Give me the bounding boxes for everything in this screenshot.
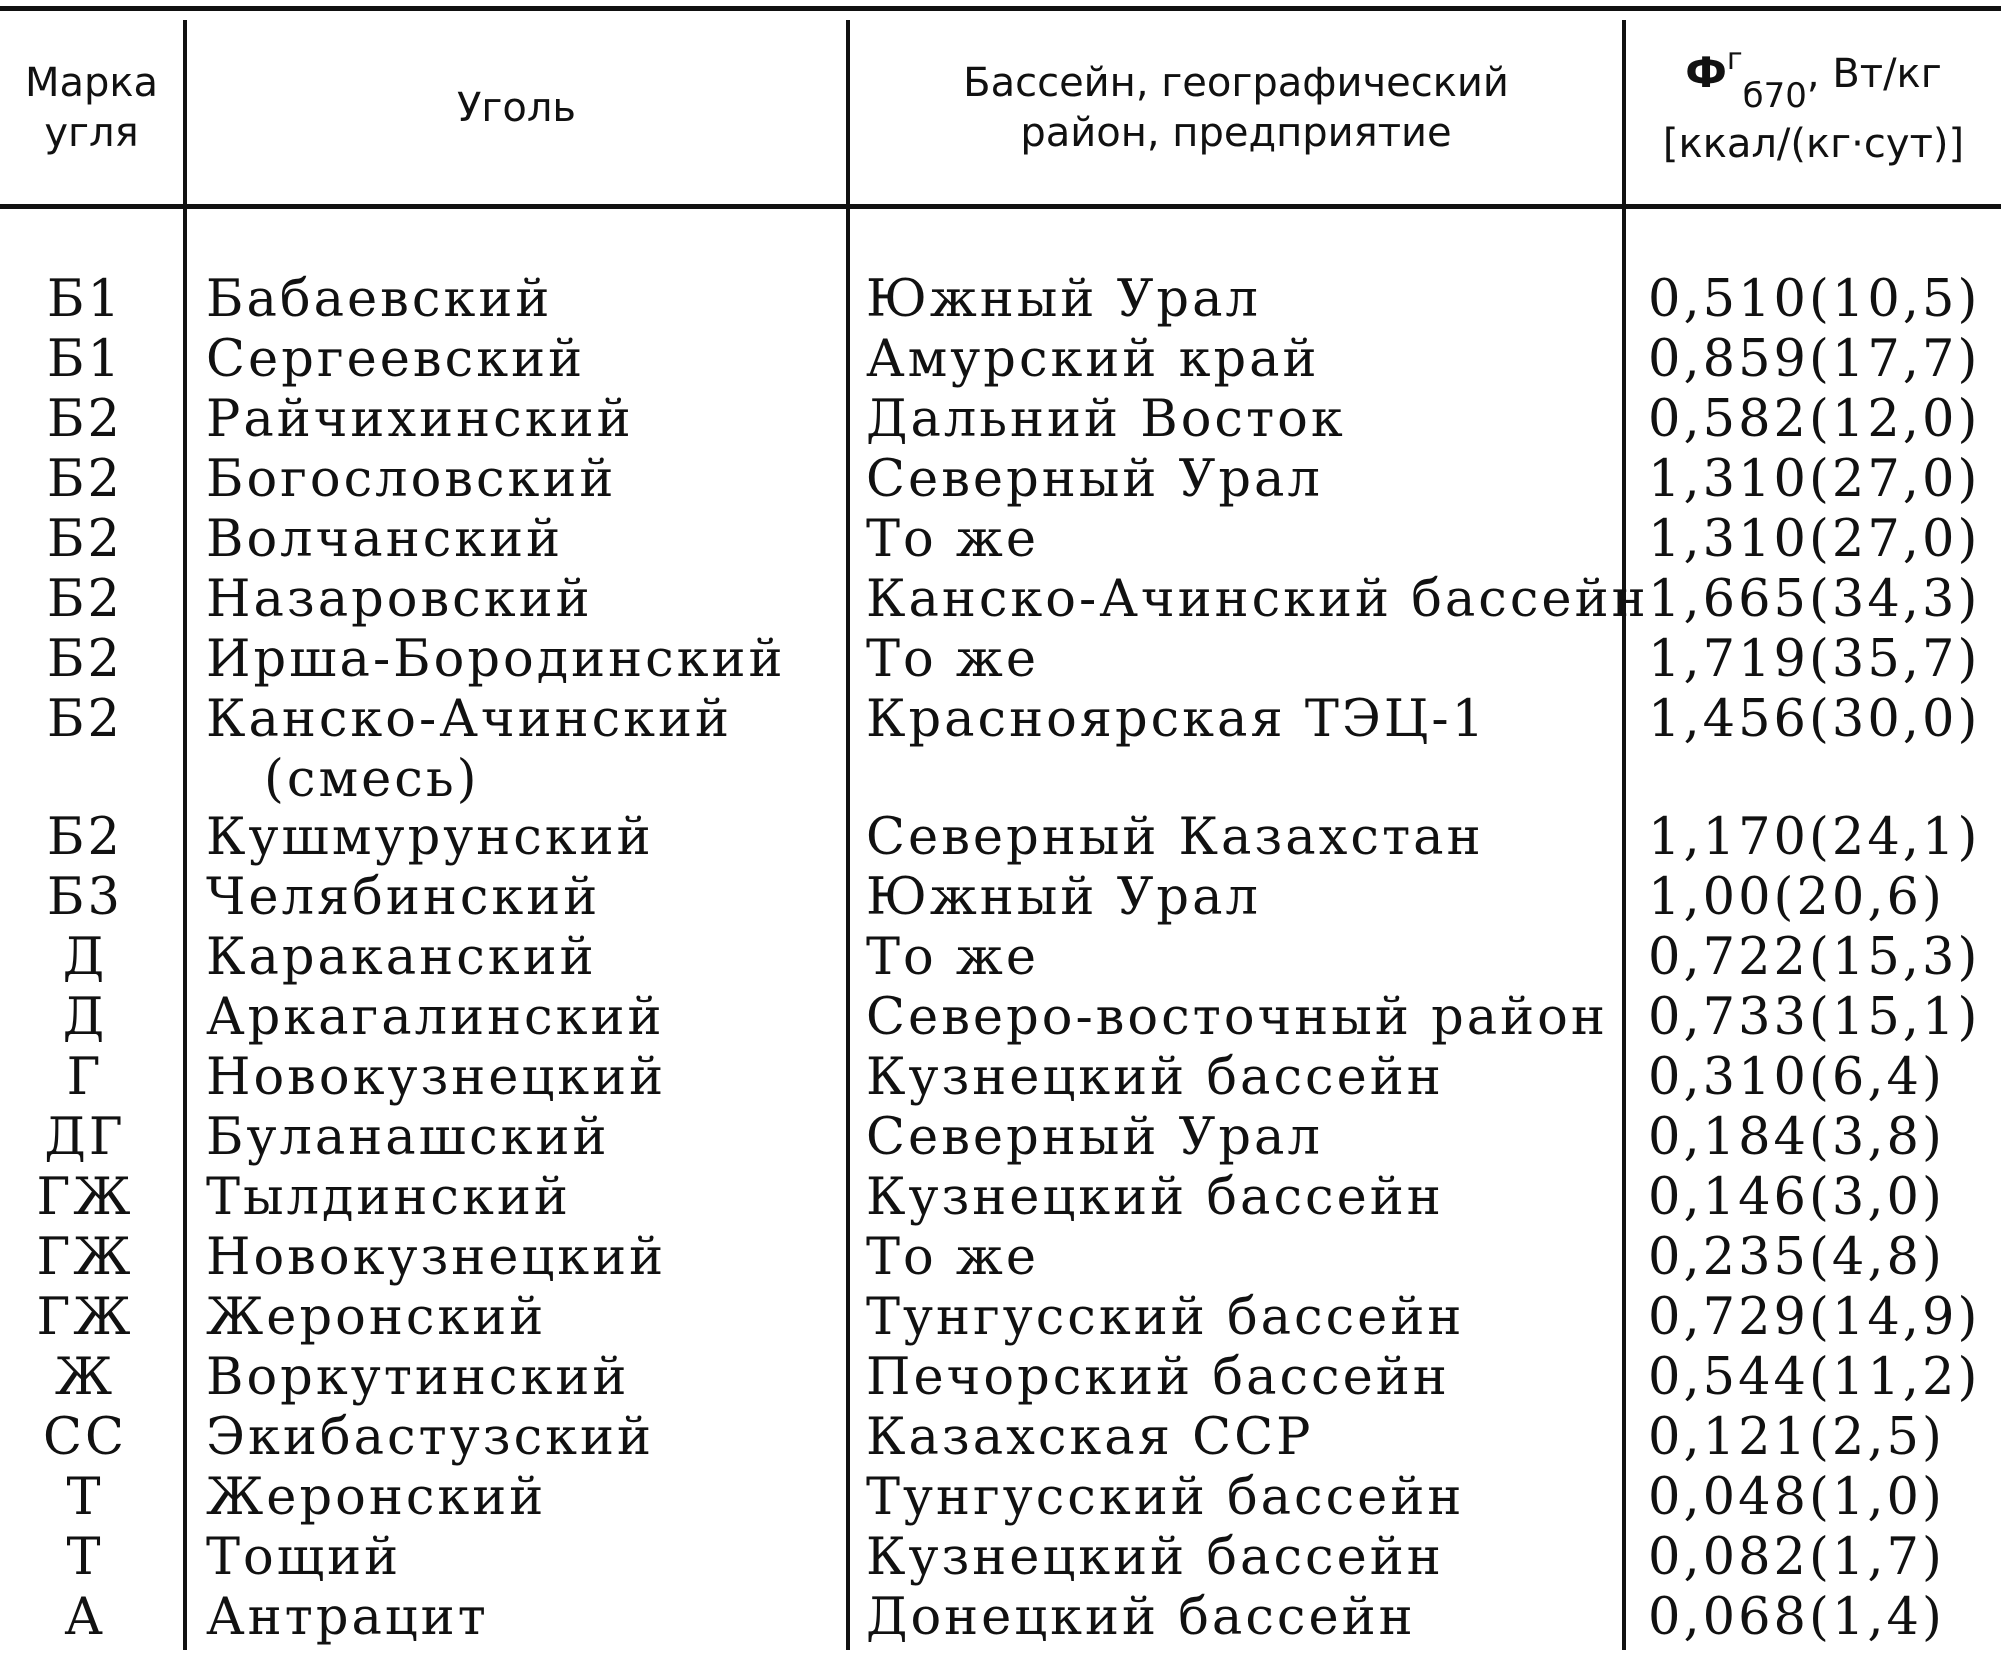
basin-cell: Северный Казахстан bbox=[866, 808, 1484, 867]
grade-cell: Б2 bbox=[47, 808, 123, 867]
basin-cell: Амурский край bbox=[866, 330, 1320, 389]
phi-subscript: б70 bbox=[1742, 75, 1807, 116]
grade-cell: Т bbox=[66, 1468, 104, 1527]
grade-cell: Б2 bbox=[47, 390, 123, 449]
table-row bbox=[0, 1168, 2001, 1228]
coal-cell: Буланашский bbox=[206, 1108, 610, 1167]
value-cell: 0,146(3,0) bbox=[1648, 1168, 1945, 1227]
basin-cell: То же bbox=[866, 1228, 1040, 1287]
phi-superscript: г bbox=[1726, 41, 1743, 77]
basin-cell: То же bbox=[866, 510, 1040, 569]
header-coal bbox=[187, 14, 846, 202]
header-phi-line-1 bbox=[1663, 41, 1964, 116]
grade-cell: Ж bbox=[54, 1348, 116, 1407]
grade-cell: Б1 bbox=[47, 330, 123, 389]
coal-cell: Сергеевский bbox=[206, 330, 586, 389]
coal-cell: Жеронский bbox=[206, 1288, 547, 1347]
basin-cell: То же bbox=[866, 928, 1040, 987]
value-cell: 1,456(30,0) bbox=[1648, 690, 1981, 749]
table-row bbox=[0, 450, 2001, 510]
grade-cell: СС bbox=[42, 1408, 128, 1467]
value-cell: 0,582(12,0) bbox=[1648, 390, 1981, 449]
value-cell: 0,510(10,5) bbox=[1648, 270, 1981, 329]
coal-cell: Богословский bbox=[206, 450, 617, 509]
basin-cell: Северный Урал bbox=[866, 450, 1323, 509]
header-bottom-rule bbox=[0, 204, 2001, 209]
value-cell: 0,722(15,3) bbox=[1648, 928, 1981, 987]
basin-cell: Кузнецкий бассейн bbox=[866, 1168, 1444, 1227]
coal-cell: Кушмурунский bbox=[206, 808, 654, 867]
basin-cell: Кузнецкий бассейн bbox=[866, 1048, 1444, 1107]
table-row bbox=[0, 1408, 2001, 1468]
value-cell: 1,00(20,6) bbox=[1648, 868, 1945, 927]
table-row bbox=[0, 928, 2001, 988]
basin-cell: Донецкий бассейн bbox=[866, 1588, 1416, 1647]
table-row bbox=[0, 1228, 2001, 1288]
header-basin-line-1: Бассейн, географический bbox=[963, 60, 1509, 106]
grade-cell: Б2 bbox=[47, 510, 123, 569]
value-cell: 1,310(27,0) bbox=[1648, 510, 1981, 569]
value-cell: 0,729(14,9) bbox=[1648, 1288, 1981, 1347]
header-grade-line-1: Марка bbox=[24, 60, 159, 106]
grade-cell: ДГ bbox=[44, 1108, 126, 1167]
header-phi bbox=[1626, 14, 2001, 202]
header-basin-line-2: район, предприятие bbox=[1020, 110, 1452, 156]
coal-cell: Назаровский bbox=[206, 570, 593, 629]
grade-cell: ГЖ bbox=[36, 1228, 134, 1287]
coal-cell: Волчанский bbox=[206, 510, 564, 569]
table-row bbox=[0, 1528, 2001, 1588]
basin-cell: Печорский бассейн bbox=[866, 1348, 1450, 1407]
basin-cell: То же bbox=[866, 630, 1040, 689]
table-row bbox=[0, 1588, 2001, 1648]
grade-cell: Б2 bbox=[47, 450, 123, 509]
phi-symbol: Ф bbox=[1685, 47, 1727, 97]
basin-cell: Тунгусский бассейн bbox=[866, 1468, 1465, 1527]
header-coal-label: Уголь bbox=[456, 85, 576, 131]
table-top-rule bbox=[0, 6, 2001, 11]
grade-cell: Б2 bbox=[47, 570, 123, 629]
table-row bbox=[0, 1348, 2001, 1408]
header-grade bbox=[0, 14, 183, 202]
table-row bbox=[0, 270, 2001, 330]
phi-unit-alt: [ккал/(кг·сут)] bbox=[1662, 120, 1965, 167]
coal-cell bbox=[206, 690, 826, 810]
grade-cell: Т bbox=[66, 1528, 104, 1587]
table-row bbox=[0, 1108, 2001, 1168]
value-cell: 0,733(15,1) bbox=[1648, 988, 1981, 1047]
basin-cell: Северо-восточный район bbox=[866, 988, 1608, 1047]
value-cell: 0,310(6,4) bbox=[1648, 1048, 1945, 1107]
coal-cell: Тылдинский bbox=[206, 1168, 571, 1227]
basin-cell: Красноярская ТЭЦ-1 bbox=[866, 690, 1488, 749]
coal-cell: Жеронский bbox=[206, 1468, 547, 1527]
table-row bbox=[0, 1048, 2001, 1108]
table-row bbox=[0, 570, 2001, 630]
coal-cell: Ирша-Бородинский bbox=[206, 630, 786, 689]
coal-cell: Новокузнецкий bbox=[206, 1228, 667, 1287]
coal-cell: Бабаевский bbox=[206, 270, 553, 329]
table-body bbox=[0, 270, 2001, 1648]
table-row bbox=[0, 690, 2001, 808]
coal-name: Канско-Ачинский bbox=[206, 690, 732, 749]
table-row bbox=[0, 330, 2001, 390]
value-cell: 0,048(1,0) bbox=[1648, 1468, 1945, 1527]
value-cell: 0,082(1,7) bbox=[1648, 1528, 1945, 1587]
table-row bbox=[0, 630, 2001, 690]
basin-cell: Тунгусский бассейн bbox=[866, 1288, 1465, 1347]
header-basin bbox=[850, 14, 1622, 202]
grade-cell: Б3 bbox=[47, 868, 123, 927]
value-cell: 1,310(27,0) bbox=[1648, 450, 1981, 509]
value-cell: 1,665(34,3) bbox=[1648, 570, 1981, 629]
header-grade-line-2: угля bbox=[44, 110, 139, 156]
value-cell: 0,859(17,7) bbox=[1648, 330, 1981, 389]
coal-cell: Воркутинский bbox=[206, 1348, 630, 1407]
basin-cell: Северный Урал bbox=[866, 1108, 1323, 1167]
grade-cell: Б2 bbox=[47, 630, 123, 689]
table-row bbox=[0, 1468, 2001, 1528]
coal-cell: Райчихинский bbox=[206, 390, 634, 449]
value-cell: 0,544(11,2) bbox=[1648, 1348, 1981, 1407]
grade-cell: Б1 bbox=[47, 270, 123, 329]
basin-cell: Южный Урал bbox=[866, 270, 1261, 329]
coal-note: (смесь) bbox=[264, 750, 480, 809]
basin-cell: Казахская ССР bbox=[866, 1408, 1314, 1467]
value-cell: 0,235(4,8) bbox=[1648, 1228, 1945, 1287]
basin-cell: Дальний Восток bbox=[866, 390, 1346, 449]
grade-cell: Д bbox=[62, 988, 108, 1047]
coal-cell: Экибастузский bbox=[206, 1408, 655, 1467]
coal-cell: Челябинский bbox=[206, 868, 601, 927]
phi-unit: , Вт/кг bbox=[1806, 50, 1942, 97]
table-row bbox=[0, 510, 2001, 570]
table-row bbox=[0, 868, 2001, 928]
grade-cell: ГЖ bbox=[36, 1168, 134, 1227]
basin-cell: Канско-Ачинский бассейн bbox=[866, 570, 1649, 629]
coal-cell: Антрацит bbox=[206, 1588, 489, 1647]
grade-cell: Г bbox=[66, 1048, 104, 1107]
basin-cell: Южный Урал bbox=[866, 868, 1261, 927]
coal-cell: Новокузнецкий bbox=[206, 1048, 667, 1107]
value-cell: 0,068(1,4) bbox=[1648, 1588, 1945, 1647]
coal-cell: Караканский bbox=[206, 928, 597, 987]
coal-cell: Тощий bbox=[206, 1528, 402, 1587]
grade-cell: ГЖ bbox=[36, 1288, 134, 1347]
grade-cell: А bbox=[64, 1588, 106, 1647]
coal-cell: Аркагалинский bbox=[206, 988, 665, 1047]
table-row bbox=[0, 390, 2001, 450]
value-cell: 1,170(24,1) bbox=[1648, 808, 1981, 867]
value-cell: 0,184(3,8) bbox=[1648, 1108, 1945, 1167]
basin-cell: Кузнецкий бассейн bbox=[866, 1528, 1444, 1587]
grade-cell: Д bbox=[62, 928, 108, 987]
table-row bbox=[0, 1288, 2001, 1348]
value-cell: 0,121(2,5) bbox=[1648, 1408, 1945, 1467]
grade-cell: Б2 bbox=[47, 690, 123, 749]
table-row bbox=[0, 808, 2001, 868]
value-cell: 1,719(35,7) bbox=[1648, 630, 1981, 689]
table-row bbox=[0, 988, 2001, 1048]
